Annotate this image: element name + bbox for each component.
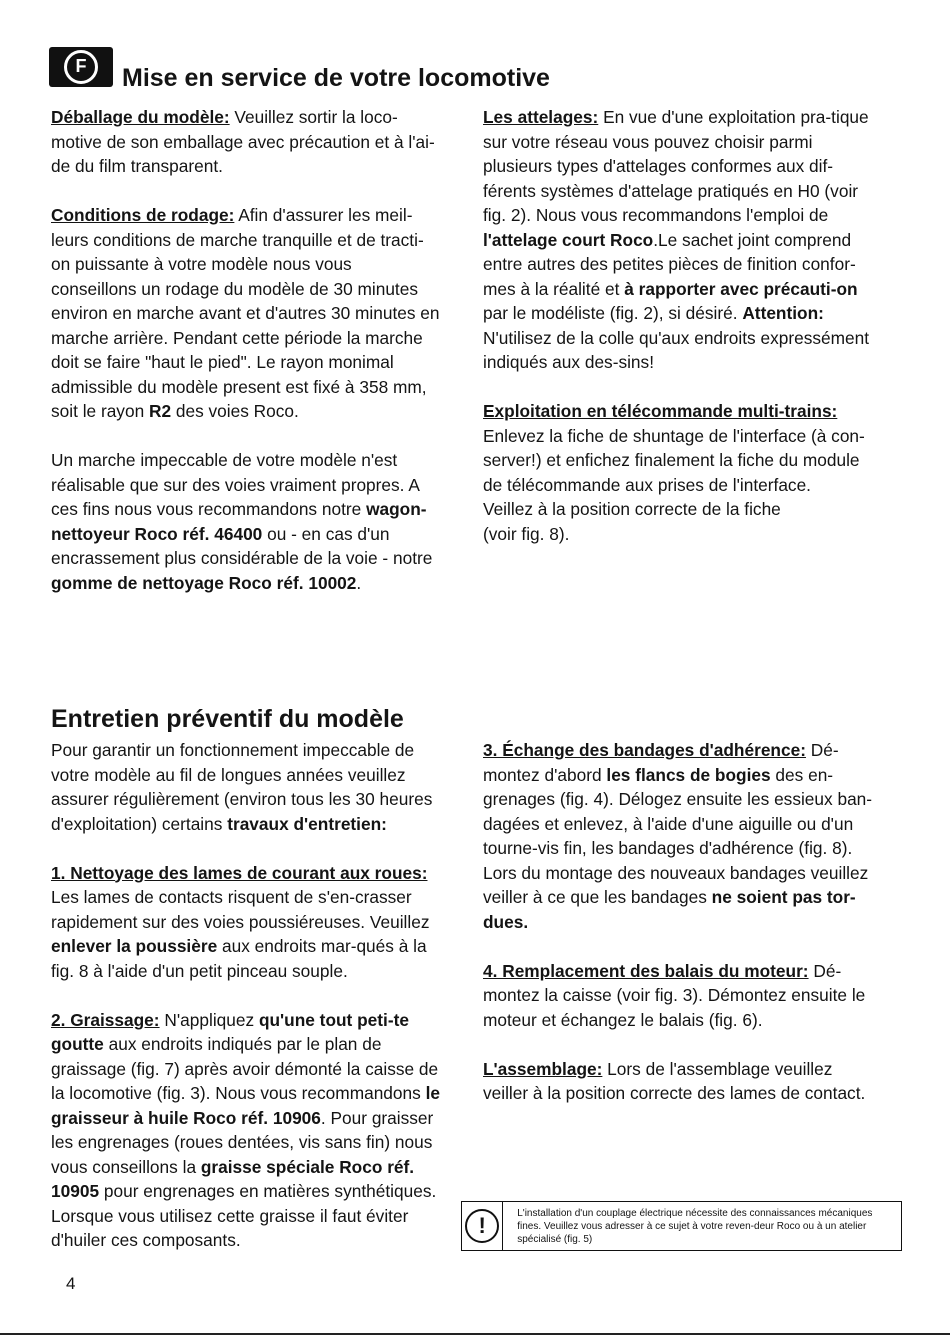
remove-dust-label: enlever la poussière xyxy=(51,936,218,956)
lubrication-text: N'appliquez xyxy=(159,1009,259,1030)
wheel-contacts-heading: 1. Nettoyage des lames de courant aux roues: xyxy=(51,862,428,883)
clean-track-paragraph xyxy=(51,448,441,595)
assembly-heading: L'assemblage: xyxy=(483,1058,603,1079)
maintenance-works-label: travaux d'entretien: xyxy=(227,813,387,834)
motor-brushes-text: Dé-montez la caisse (voir fig. 3). Démontez ensuite le moteur et échangez le balais (fig. 6). xyxy=(483,960,866,1030)
special-grease-reference: graisse spéciale Roco réf. 10905 xyxy=(51,1156,415,1201)
remote-control-line-1: Enlevez la fiche de shuntage de l'interface (à con-server!) et enfichez finalement la fiche du module de télécommande aux prises de l'interface. xyxy=(483,425,865,495)
cleaning-wagon-reference: wagon-nettoyeur Roco réf. 46400 xyxy=(51,499,427,544)
maintenance-section-title: Entretien préventif du modèle xyxy=(51,705,404,733)
clean-track-text: Un marche impeccable de votre modèle n'est réalisable que sur des voies vraiment propres. A ces fins nous vous recommandons notre xyxy=(51,450,419,519)
warning-box xyxy=(461,1201,902,1251)
page-header xyxy=(49,46,550,92)
cleaning-rubber-reference: gomme de nettoyage Roco réf. 10002 xyxy=(51,572,357,593)
careful-fitting-note: à rapporter avec précauti-on xyxy=(624,278,858,299)
couplings-text-mid: .Le sachet joint comprend entre autres des petites pièces de finition confor-mes à la réalité et xyxy=(483,229,856,299)
traction-tyres-paragraph xyxy=(483,738,873,934)
unpacking-text: Veuillez sortir la loco-motive de son emballage avec précaution et à l'ai-de du film transparent. xyxy=(51,107,435,176)
wheel-contacts-text-end: aux endroits mar-qués à la fig. 8 à l'aide d'un petit pinceau souple. xyxy=(51,936,427,981)
couplings-text-end: N'utilisez de la colle qu'aux endroits expressément indiqués aux des-sins! xyxy=(483,327,870,372)
clean-track-text-mid: ou - en cas d'un encrassement plus considérable de la voie - notre xyxy=(51,523,433,568)
exclamation-icon: ! xyxy=(465,1209,499,1243)
traction-tyres-text: Dé- montez d'abord xyxy=(483,740,839,785)
remote-control-heading: Exploitation en télécommande multi-trains: xyxy=(483,401,838,421)
remote-control-paragraph xyxy=(483,399,873,546)
couplings-paragraph xyxy=(483,105,873,375)
clean-track-text-end: . xyxy=(356,572,362,593)
running-in-text-end: des voies Roco. xyxy=(171,401,299,421)
language-flag-letter: F xyxy=(64,50,98,84)
motor-brushes-paragraph xyxy=(483,959,873,1033)
remote-control-line-2: Veillez à la position correcte de la fiche xyxy=(483,499,781,519)
lubrication-heading: 2. Graissage: xyxy=(51,1009,160,1030)
unpacking-heading: Déballage du modèle: xyxy=(51,107,230,127)
wheel-contacts-text: Les lames de contacts risquent de s'en-crasser rapidement sur des voies poussiéreuses. Veuillez xyxy=(51,887,430,932)
bogie-sides-label: les flancs de bogies xyxy=(606,764,771,785)
assembly-paragraph xyxy=(483,1057,873,1106)
small-drop-label: qu'une tout peti-te goutte xyxy=(51,1009,409,1054)
warning-text: L'installation d'un couplage électrique nécessite des connaissances mécaniques fines. Veuillez vous adresser à ce sujet à votre reven-deur Roco ou à un atelier spécialisé (fig. 5) xyxy=(517,1207,873,1245)
maintenance-intro-paragraph xyxy=(51,738,441,836)
bottom-rule xyxy=(0,1333,950,1335)
left-column-top xyxy=(51,105,441,620)
wheel-contacts-paragraph xyxy=(51,861,441,984)
page-number: 4 xyxy=(66,1274,76,1293)
right-column-bottom xyxy=(483,738,873,1106)
couplings-heading: Les attelages: xyxy=(483,107,599,127)
short-coupling-reference: l'attelage court Roco xyxy=(483,229,654,250)
lubrication-text-end: pour engrenages en matières synthétiques. Lorsque vous utilisez cette graisse il faut éviter d'huiler ces composants. xyxy=(51,1181,437,1250)
left-column-bottom xyxy=(51,738,441,1253)
running-in-heading: Conditions de rodage: xyxy=(51,205,235,225)
running-in-text: Afin d'assurer les meil-leurs conditions de marche tranquille et de tracti-on puissante à votre modèle nous vous conseillons un rodage du modèle de 30 minutes environ en marche avant et d'autres 30 minutes en marche arrière. Pendant cette période la marche doit se faire "haut le pied". Le rayon monimal admissible du modèle present est fixé à 358 mm, soit le rayon xyxy=(51,205,440,421)
remote-control-line-3: (voir fig. 8). xyxy=(483,523,570,544)
traction-tyres-text-mid: des en-grenages (fig. 4). Délogez ensuite les essieux ban-dagées et enlevez, à l'aide d'une aiguille ou d'un tourne-vis fin, les bandages d'adhérence (fig. 8). Lors du montage des nouveaux bandages veuillez veiller à ce que les bandages xyxy=(483,764,873,907)
maintenance-intro-text: Pour garantir un fonctionnement impeccable de votre modèle au fil de longues années veuillez assurer régulièrement (environ tous les 30 heures d'exploitation) certains xyxy=(51,740,433,834)
running-in-paragraph xyxy=(51,203,441,424)
lubrication-text-mid2: . Pour graisser les engrenages (roues dentées, vis sans fin) nous vous conseillons la xyxy=(51,1107,434,1177)
not-twisted-label: ne soient pas tor-dues. xyxy=(483,887,856,932)
lubrication-text-mid: aux endroits indiqués par le plan de graissage (fig. 7) après avoir démonté la caisse de la locomotive (fig. 3). Nous vous recommandons xyxy=(51,1034,439,1103)
right-column-top xyxy=(483,105,873,571)
unpacking-paragraph xyxy=(51,105,441,179)
lubrication-paragraph xyxy=(51,1008,441,1253)
language-flag-icon xyxy=(49,47,113,87)
couplings-text: En vue d'une exploitation pra-tique sur votre réseau vous pouvez choisir parmi plusieurs types d'attelages conformes aux dif-férents systèmes d'attelage pratiqués en H0 (voir fig. 2). Nous vous recommandons l'emploi de xyxy=(483,107,869,225)
running-in-radius: R2 xyxy=(148,401,172,421)
attention-label: Attention: xyxy=(742,303,824,323)
couplings-text-mid2: par le modéliste (fig. 2), si désiré. xyxy=(483,303,743,323)
warning-icon-cell xyxy=(462,1202,503,1250)
motor-brushes-heading: 4. Remplacement des balais du moteur: xyxy=(483,960,809,981)
oiler-reference: le graisseur à huile Roco réf. 10906 xyxy=(51,1083,441,1128)
traction-tyres-heading: 3. Échange des bandages d'adhérence: xyxy=(483,740,806,760)
assembly-text: Lors de l'assemblage veuillez veiller à la position correcte des lames de contact. xyxy=(483,1058,866,1103)
page-title: Mise en service de votre locomotive xyxy=(122,63,550,92)
